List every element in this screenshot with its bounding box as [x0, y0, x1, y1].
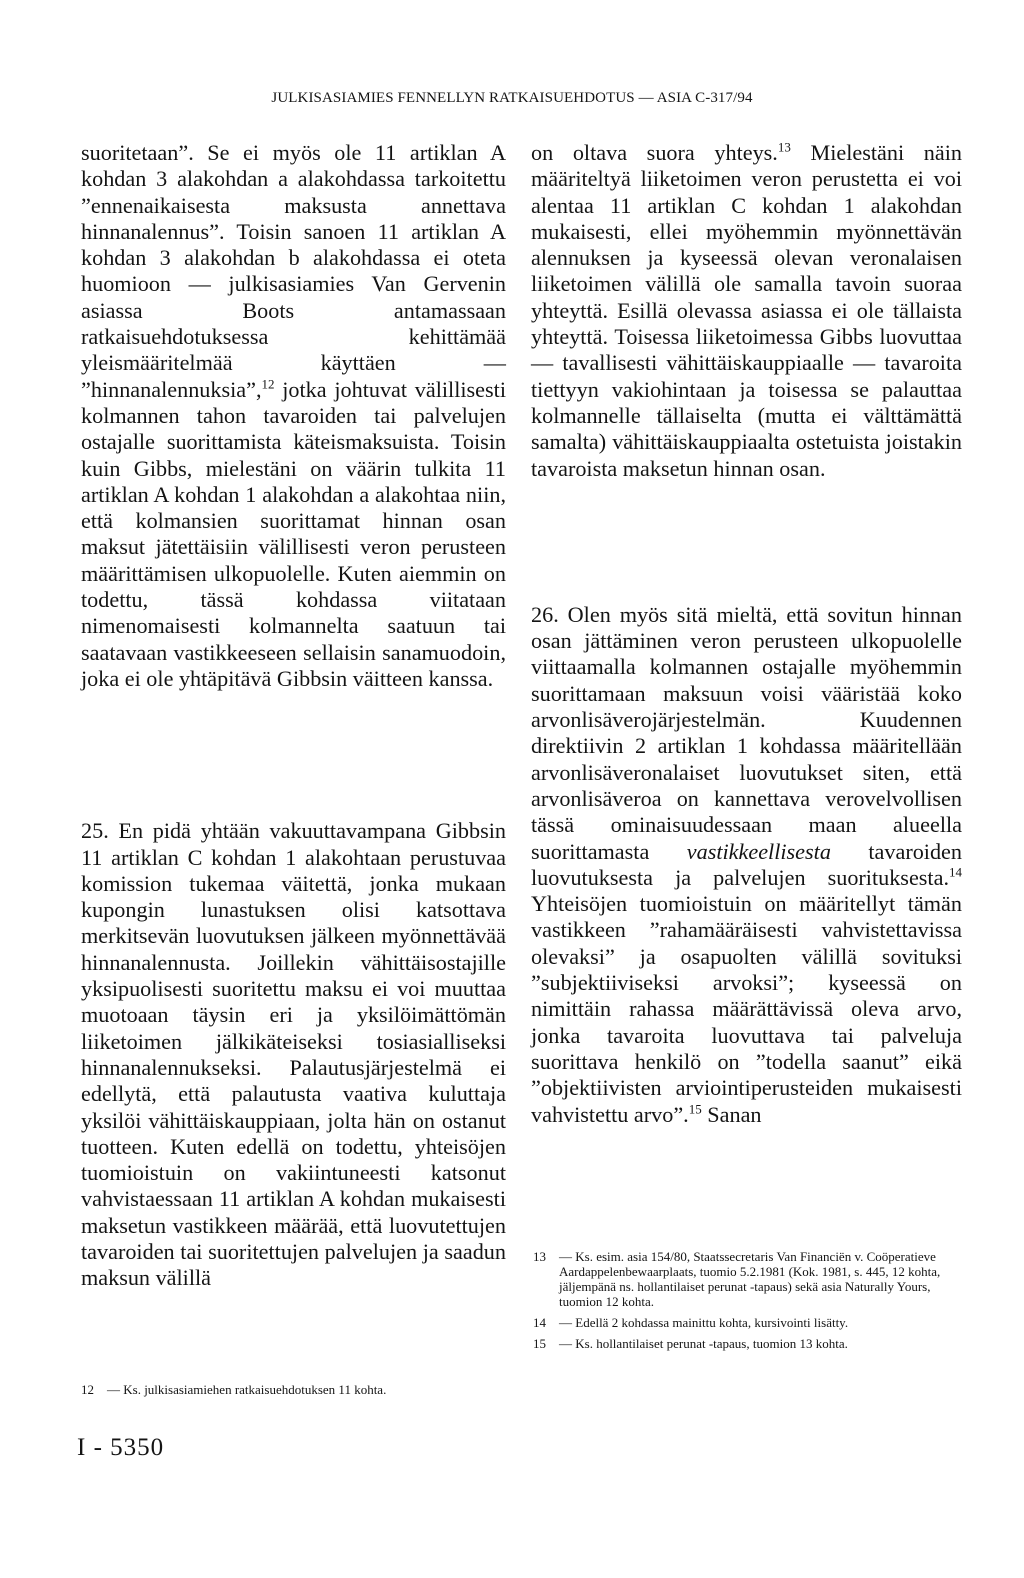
paragraph-24-continuation — [81, 140, 506, 692]
text: on oltava suora yhteys. — [531, 140, 778, 165]
footnote-number: 12 — [81, 1382, 94, 1397]
footnote — [533, 1315, 963, 1330]
footnote-ref-15[interactable]: 15 — [688, 1101, 702, 1117]
text: jotka johtuvat välillisesti kolmannen tahon tavaroiden tai palvelujen ostajalle suorittamista käteismaksuista. Toisin kuin Gibbs, mielestäni on väärin tulkita 11 artiklan A kohdan 1 alakohdan a alakohtaa niin, että kolmansien suorittamat hinnan osan maksut jätettäisiin välillisesti veron perusteen määrittämisen ulkopuolelle. Kuten aiemmin on todettu, tässä kohdassa viitataan nimenomaisesti kolmannelta saatuun tai saatavaan vastikkeeseen sellaisin sanamuodoin, joka ei ole yhtäpitävä Gibbsin väitteen kanssa. — [81, 376, 506, 691]
footnote — [533, 1249, 963, 1309]
footnote-number: 15 — [533, 1336, 546, 1351]
left-column — [81, 140, 506, 1292]
text: suoritetaan”. Se ei myös ole 11 artiklan A kohdan 3 alakohdan a alakohdassa tarkoitettu ”ennenaikaisesta maksusta annettava hinnanalennus”. Toisin sanoen 11 artiklan A kohdan 3 alakohdan b alakohdassa ei oteta huomioon — julkisasiamies Van Gervenin asiassa Boots antamassaan ratkaisuehdotuksessa kehittämää yleismääritelmää käyttäen — ”hinnanalennuksia”, — [81, 140, 506, 402]
footnote — [533, 1336, 963, 1351]
running-header: JULKISASIAMIES FENNELLYN RATKAISUEHDOTUS — ASIA C-317/94 — [271, 90, 753, 106]
footnote-number: 13 — [533, 1249, 546, 1264]
footnote-number: 14 — [533, 1315, 546, 1330]
right-column — [531, 140, 962, 1128]
paragraph-25-continuation — [531, 140, 962, 482]
paragraph-25: 25. En pidä yhtään vakuuttavampana Gibbsin 11 artiklan C kohdan 1 alakohtaan perustuvaa komission tukemaa väitettä, jonka mukaan kupongin lunastuksen olisi katsottava merkitsevän luovutuksen jälkeen myönnettävää hinnanalennusta. Joillekin vähittäisostajille yksipuolisesti suoritettu maksu ei voi muuttaa muotoaan täysin eri ja yksilöimättömän liiketoimen jälkikäteiseksi tosiasialliseksi hinnanalennukseksi. Palautusjärjestelmä ei edellytä, että palautusta vaativa kuluttaja yksilöi vähittäiskauppiaan, jolta hän on ostanut tuotteen. Kuten edellä on todettu, yhteisöjen tuomioistuin on vakiintuneesti katsonut vahvistaessaan 11 artiklan A kohdan mukaisesti maksetun vastikkeen määrää, että luovutettujen tavaroiden tai suoritettujen palvelujen ja saadun maksun välillä — [81, 818, 506, 1291]
footnote-text: — Ks. esim. asia 154/80, Staatssecretaris Van Financiën v. Coöperatieve Aardappelenbewaarplaats, tuomio 5.2.1981 (Kok. 1981, s. 445, 12 kohta, jäljempänä ns. hollantilaiset perunat -tapaus) sekä asia Naturally Yours, tuomion 12 kohta. — [559, 1249, 941, 1309]
emphasis: vastikkeellisesta — [686, 838, 831, 864]
text: 26. Olen myös sitä mieltä, että sovitun hinnan osan jättäminen veron perusteen ulkopuolelle viittaamalla kolmannen ostajalle myöhemmin suorittamaan maksuun voisi vääristää koko arvonlisäverojärjestelmän. Kuudennen direktiivin 2 artiklan 1 kohdassa määritellään arvonlisäveronalaiset luovutukset siten, että arvonlisäveroa on kannettava verovelvollisen tässä ominaisuudessaan maan alueella suorittamasta — [531, 601, 962, 864]
footnote-ref-14[interactable]: 14 — [949, 864, 962, 880]
text: tavaroiden luovutuksesta ja palvelujen suorituksesta. — [531, 838, 962, 890]
footnote-ref-13[interactable]: 13 — [777, 139, 791, 155]
text: Sanan — [701, 1101, 762, 1127]
footnotes-right — [533, 1249, 963, 1357]
footnote-text: — Ks. julkisasiamiehen ratkaisuehdotuksen 11 kohta. — [107, 1382, 387, 1397]
page-number: I - 5350 — [77, 1434, 165, 1461]
footnote-text: — Ks. hollantilaiset perunat -tapaus, tuomion 13 kohta. — [559, 1336, 848, 1351]
footnotes-left — [81, 1382, 506, 1403]
footnote — [81, 1382, 506, 1397]
paragraph-26 — [531, 602, 962, 1128]
text: Mielestäni näin määriteltyä liiketoimen veron perustetta ei voi alentaa 11 artiklan C kohdan 1 alakohdan mukaisesti, ellei myöhemmin myönnettävän alennuksen ja kyseessä olevan veronalaisen liiketoimen välillä ole samalla tavoin suoraa yhteyttä. Esillä olevassa asiassa ei ole tällaista yhteyttä. Toisessa liiketoimessa Gibbs luovuttaa — tavallisesti vähittäiskauppiaalle — tavaroita tiettyyn vakiohintaan ja toisessa se palauttaa kolmannelle tällaiselta (mutta ei välttämättä samalta) vähittäiskauppiaalta ostetuista joistakin tavaroista maksetun hinnan osan. — [531, 140, 962, 481]
footnote-text: — Edellä 2 kohdassa mainittu kohta, kursivointi lisätty. — [559, 1315, 849, 1330]
footnote-ref-12[interactable]: 12 — [261, 376, 275, 392]
text: Yhteisöjen tuomioistuin on määritellyt tämän vastikkeen ”rahamääräisesti vahvistettavissa olevaksi” ja osapuolten välillä sovituksi ”subjektiiviseksi arvoksi”; kyseessä on nimittäin rahassa määrättävissä oleva arvo, jonka tavaroita luovuttava tai palveluja suorittava henkilö on ”todella saanut” eikä ”objektiivisten arviointiperusteiden mukaisesti vahvistettu arvo”. — [531, 891, 962, 1127]
